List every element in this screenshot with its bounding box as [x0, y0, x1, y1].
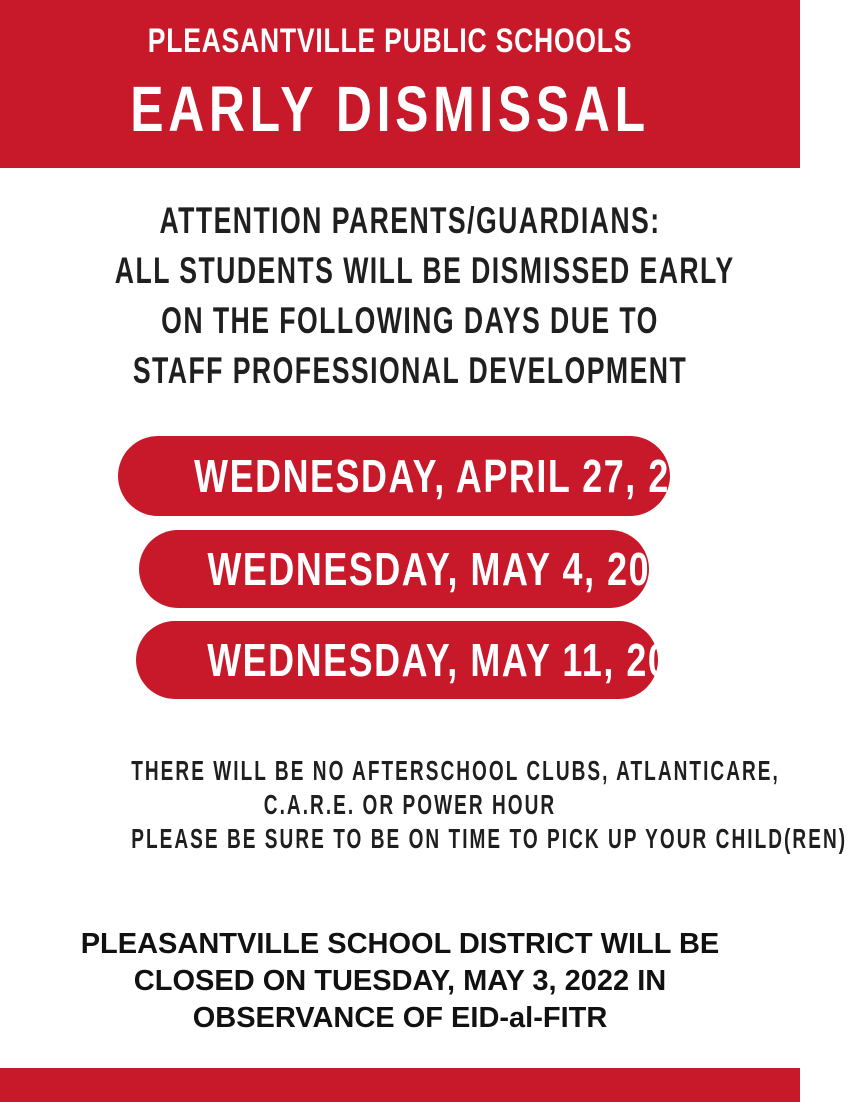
notice-line: C.A.R.E. OR POWER HOUR: [263, 789, 557, 820]
date-badge-may-11: [136, 621, 713, 699]
date-label: WEDNESDAY, MAY 4, 2022: [207, 543, 694, 595]
district-name: PLEASANTVILLE PUBLIC SCHOOLS: [147, 22, 633, 60]
date-badge-april-27: [118, 436, 735, 516]
flyer-title: EARLY DISMISSAL: [130, 73, 650, 145]
date-label: WEDNESDAY, MAY 11, 2022: [207, 634, 713, 686]
attention-line: ON THE FOLLOWING DAYS DUE TO: [161, 300, 659, 341]
closure-line: PLEASANTVILLE SCHOOL DISTRICT WILL BE: [80, 928, 720, 960]
attention-message: [114, 196, 735, 396]
closure-line: OBSERVANCE OF EID-al-FITR: [192, 1002, 608, 1034]
closure-line: CLOSED ON TUESDAY, MAY 3, 2022 IN: [133, 965, 667, 997]
header-banner: [0, 0, 800, 168]
date-badge-may-4: [139, 530, 694, 608]
date-label: WEDNESDAY, APRIL 27, 2022: [194, 450, 735, 502]
notice-line: PLEASE BE SURE TO BE ON TIME TO PICK UP YOUR CHILD(REN): [131, 823, 847, 854]
attention-line: ALL STUDENTS WILL BE DISMISSED EARLY: [114, 250, 735, 291]
attention-line: STAFF PROFESSIONAL DEVELOPMENT: [132, 350, 688, 391]
footer-bar: [0, 1068, 800, 1102]
notice-line: THERE WILL BE NO AFTERSCHOOL CLUBS, ATLANTICARE,: [131, 755, 780, 786]
closure-notice: [0, 926, 800, 1037]
afterschool-notice: [131, 754, 847, 856]
attention-line: ATTENTION PARENTS/GUARDIANS:: [159, 200, 661, 241]
